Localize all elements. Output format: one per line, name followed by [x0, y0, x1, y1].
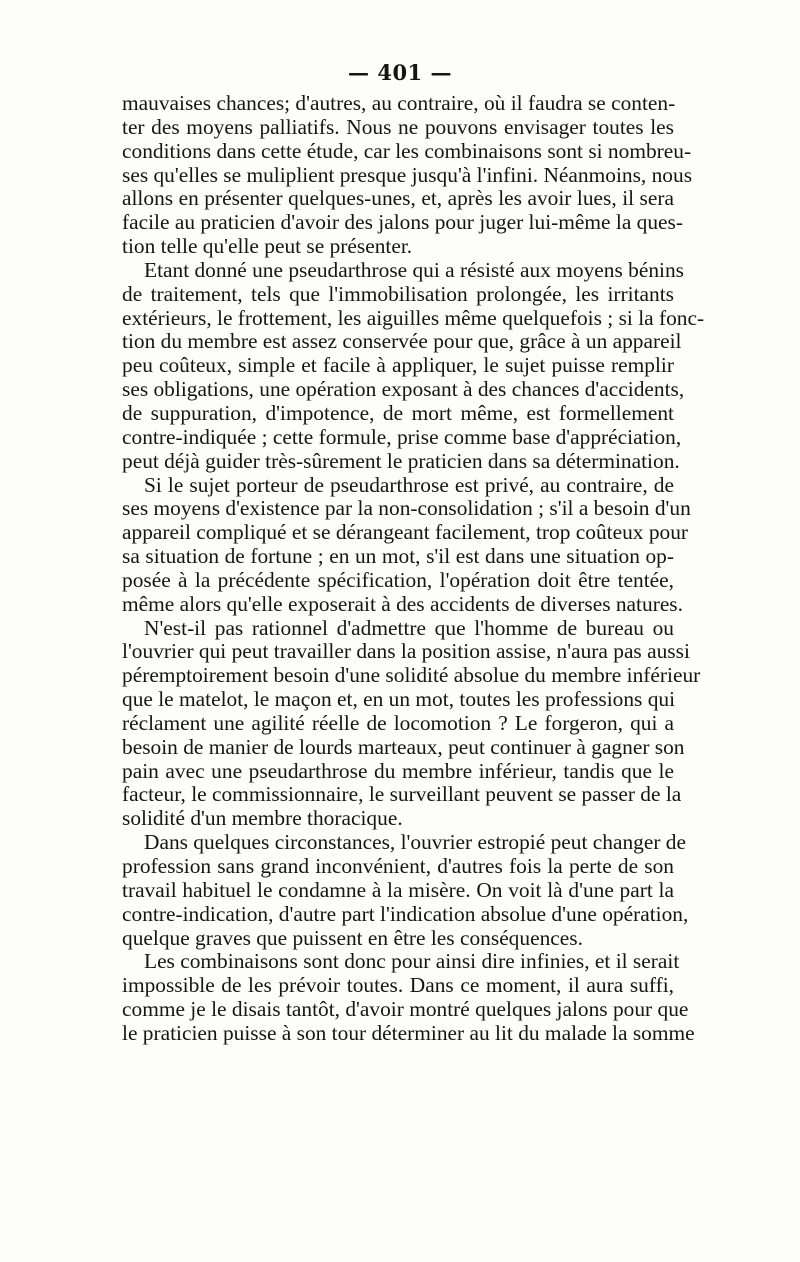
- text-line: l'ouvrier qui peut travailler dans la position assise, n'aura pas aussi: [122, 639, 690, 664]
- text-line: ses obligations, une opération exposant à des chances d'accidents,: [122, 377, 685, 402]
- text-line: contre-indication, d'autre part l'indication absolue d'une opération,: [122, 901, 689, 926]
- text-line: besoin de manier de lourds marteaux, peut continuer à gagner son: [122, 734, 685, 759]
- paragraph: [122, 949, 695, 1045]
- text-line: ses qu'elles se muliplient presque jusqu'à l'infini. Néanmoins, nous: [122, 162, 693, 187]
- text-line: quelque graves que puissent en être les conséquences.: [122, 925, 583, 950]
- text-line: tion du membre est assez conservée pour que, grâce à un appareil: [122, 329, 682, 354]
- text-line: tion telle qu'elle peut se présenter.: [122, 234, 413, 259]
- text-line: impossible de les prévoir toutes. Dans ce moment, il aura suffi,: [122, 973, 674, 998]
- text-line: solidité d'un membre thoracique.: [122, 806, 403, 831]
- text-line: Dans quelques circonstances, l'ouvrier estropié peut changer de: [144, 830, 686, 855]
- text-line: péremptoirement besoin d'une solidité absolue du membre inférieur: [122, 663, 701, 688]
- text-line: de traitement, tels que l'immobilisation prolongée, les irritants: [122, 281, 674, 306]
- text-line: posée à la précédente spécification, l'opération doit être tentée,: [122, 567, 674, 592]
- text-line: réclament une agilité réelle de locomotion ? Le forgeron, qui a: [122, 710, 674, 735]
- text-line: extérieurs, le frottement, les aiguilles même quelquefois ; si la fonc-: [122, 305, 705, 330]
- text-line: facteur, le commissionnaire, le surveillant peuvent se passer de la: [122, 782, 682, 807]
- text-line: facile au praticien d'avoir des jalons pour juger lui-même la ques-: [122, 210, 683, 235]
- text-line: N'est-il pas rationnel d'admettre que l'homme de bureau ou: [144, 615, 674, 640]
- text-line: le praticien puisse à son tour déterminer au lit du malade la somme: [122, 1020, 695, 1045]
- text-line: peu coûteux, simple et facile à appliquer, le sujet puisse remplir: [122, 353, 674, 378]
- text-line: sa situation de fortune ; en un mot, s'il est dans une situation op-: [122, 544, 674, 569]
- text-line: appareil compliqué et se dérangeant facilement, trop coûteux pour: [122, 520, 689, 545]
- text-line: comme je le disais tantôt, d'avoir montré quelques jalons pour que: [122, 997, 689, 1022]
- text-line: allons en présenter quelques-unes, et, après les avoir lues, il sera: [122, 186, 674, 211]
- text-line: mauvaises chances; d'autres, au contraire, où il faudra se conten-: [122, 91, 676, 115]
- paragraph: [122, 91, 693, 259]
- text-line: Si le sujet porteur de pseudarthrose est privé, au contraire, de: [144, 472, 674, 497]
- paragraph: [122, 472, 691, 617]
- paragraph: [122, 830, 689, 950]
- text-line: profession sans grand inconvénient, d'autres fois la perte de son: [122, 854, 674, 878]
- text-line: que le matelot, le maçon et, en un mot, toutes les professions qui: [122, 687, 676, 712]
- text-line: Etant donné une pseudarthrose qui a résisté aux moyens bénins: [144, 257, 684, 282]
- paragraph: [122, 257, 705, 474]
- text-line: même alors qu'elle exposerait à des accidents de diverses natures.: [122, 591, 683, 616]
- text-line: ter des moyens palliatifs. Nous ne pouvons envisager toutes les: [122, 114, 674, 139]
- paragraph: [122, 615, 701, 832]
- page-number: — 401 —: [348, 60, 452, 85]
- text-line: pain avec une pseudarthrose du membre inférieur, tandis que le: [122, 758, 674, 783]
- text-line: peut déjà guider très-sûrement le praticien dans sa détermination.: [122, 448, 680, 473]
- body-text: [122, 91, 705, 1046]
- text-line: travail habituel le condamne à la misère. On voit là d'une part la: [122, 877, 674, 902]
- text-line: de suppuration, d'impotence, de mort même, est formellement: [122, 400, 674, 425]
- text-line: contre-indiquée ; cette formule, prise comme base d'appréciation,: [122, 424, 682, 449]
- text-line: Les combinaisons sont donc pour ainsi dire infinies, et il serait: [144, 949, 680, 974]
- text-line: ses moyens d'existence par la non-consolidation ; s'il a besoin d'un: [122, 496, 691, 521]
- text-line: conditions dans cette étude, car les combinaisons sont si nombreu-: [122, 138, 692, 163]
